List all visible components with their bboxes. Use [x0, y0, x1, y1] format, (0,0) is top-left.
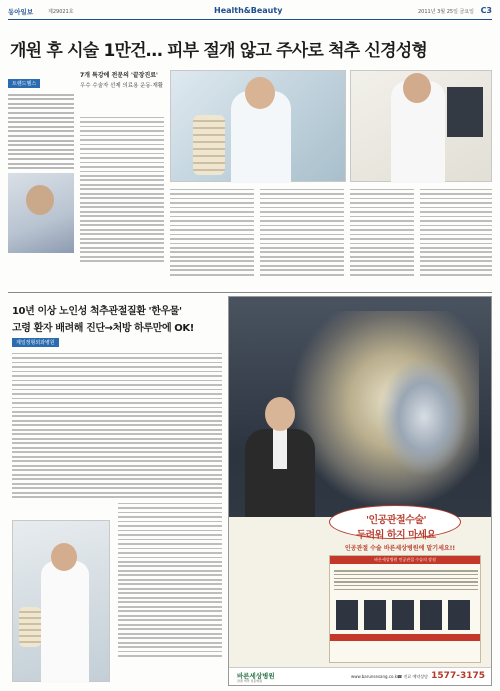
- top-article-body: [80, 112, 492, 288]
- subhead-1: 7개 특강에 전문의 '끝장진료': [80, 72, 158, 79]
- bottom-body-column-2: [118, 500, 222, 660]
- sidebar-column: [8, 70, 74, 284]
- xray-image-1: [336, 600, 358, 630]
- xray-image-4: [420, 600, 442, 630]
- body-column-1: [80, 114, 164, 265]
- hospital-phone: ☎ 진료 예약상담 1577-3175: [397, 671, 485, 681]
- masthead: [8, 6, 492, 20]
- ad-doctor-figure: [245, 393, 315, 523]
- xray-image-3: [392, 600, 414, 630]
- issue-number: 제29021호: [48, 9, 74, 15]
- bottom-title-line-2: 고령 환자 배려해 진단→처방 하루만에 OK!: [12, 323, 194, 334]
- section-divider: [8, 292, 492, 293]
- section-title: Health&Beauty: [214, 6, 283, 15]
- xray-image-5: [448, 600, 470, 630]
- bottom-title-line-1: 10년 이상 노인성 척추관절질환 '한우물': [12, 306, 182, 317]
- hospital-logo: 바른세상병원: [237, 672, 275, 680]
- reporter-photo: [8, 173, 74, 253]
- page-number: C3: [480, 6, 492, 15]
- ad-benefits-box: [329, 555, 481, 663]
- ad-footer: [229, 667, 492, 685]
- paper-logo: 동아일보: [8, 8, 34, 16]
- body-column-5: [420, 186, 492, 278]
- sidebar-text: [8, 94, 74, 170]
- top-headline: 개원 후 시술 1만건… 피부 절개 않고 주사로 척추 신경성형: [10, 41, 427, 61]
- hospital-advertisement: [228, 296, 492, 686]
- implant-illustration: [379, 357, 469, 477]
- ad-box-title: 바른세상병원 인공관절 수술의 장점: [330, 556, 480, 564]
- ad-subheadline: 인공관절 수술 바른세상병원에 맡기세요!!: [344, 545, 456, 552]
- bottom-article-tag: 제일정형외과병원: [12, 338, 59, 347]
- issue-date: 2011년 3월 25일 금요일: [417, 9, 474, 15]
- bottom-article-title: [12, 302, 226, 334]
- bottom-doctor-photo: [12, 520, 110, 682]
- ad-box-footer-bar: [330, 634, 480, 641]
- body-column-4: [350, 186, 414, 278]
- ad-headline: '인공관절수술' 두려워 하지 마세요: [356, 515, 436, 541]
- hospital-url[interactable]: www.barunsesang.co.kr: [351, 674, 399, 679]
- bottom-body-column-1: [12, 350, 222, 501]
- subhead-2: 우수 수술자 선제 의료용 운동·재활: [80, 83, 164, 89]
- sidebar-tag: 트렌드헬스: [8, 79, 40, 88]
- hospital-logo-sub: 관절 척추 전문병원: [237, 679, 263, 683]
- xray-image-2: [364, 600, 386, 630]
- body-column-3: [260, 186, 344, 278]
- body-column-2: [170, 186, 254, 278]
